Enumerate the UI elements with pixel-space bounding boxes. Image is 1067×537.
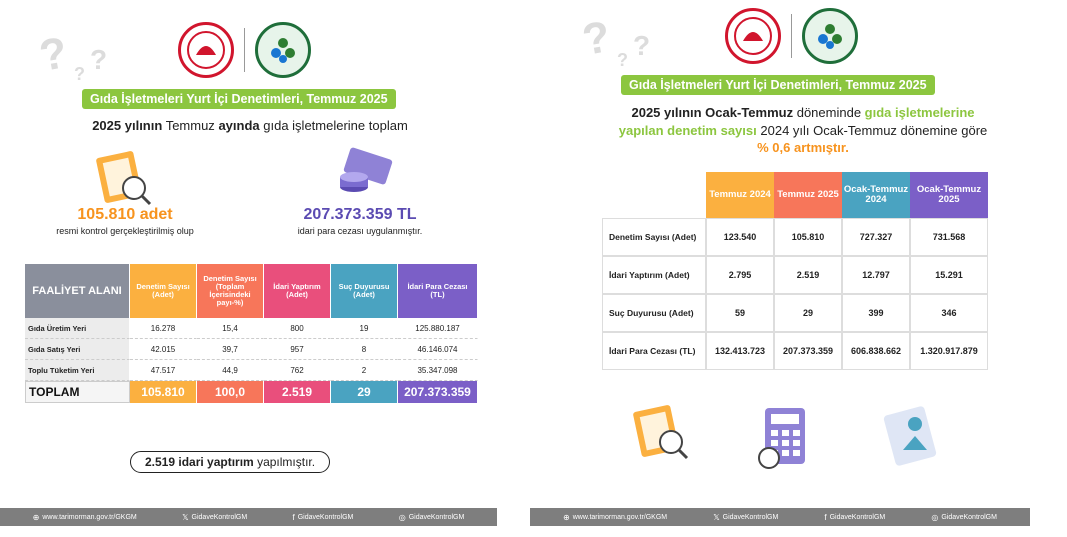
- gkgm-logo: [255, 22, 311, 78]
- cell: 207.373.359: [774, 332, 842, 370]
- question-marks-decoration-tiny: ?: [617, 50, 628, 70]
- document-magnifier-icon: [629, 400, 693, 464]
- ministry-logo: [178, 22, 234, 78]
- header-fines: İdari Para Cezası (TL): [398, 264, 478, 318]
- cell-label: Gıda Üretim Yeri: [25, 318, 130, 339]
- stat-inspections-caption: resmi kontrol gerçekleştirilmiş olup: [56, 226, 194, 236]
- facebook-icon: f: [824, 512, 827, 522]
- logo-separator: [244, 28, 245, 72]
- stat-inspections: [35, 206, 215, 236]
- question-marks-decoration: ?: [35, 28, 71, 81]
- header-jan-jul-2024: Ocak-Temmuz 2024: [842, 172, 910, 218]
- right-headline: 2025 yılının Ocak-Temmuz döneminde gıda işletmelerine yapılan denetim sayısı 2024 yılı Ocak-Temmuz dönemine göre % 0,6 artmıştır.: [618, 105, 988, 156]
- comparison-header-row: [602, 172, 988, 218]
- footer-facebook[interactable]: f GidaveKontrolGM: [292, 512, 354, 522]
- cell: 606.838.662: [842, 332, 910, 370]
- footer-facebook[interactable]: f GidaveKontrolGM: [824, 512, 886, 522]
- row-label: İdari Yaptırım (Adet): [602, 256, 706, 294]
- table-row: [602, 294, 988, 332]
- row-label: Suç Duyurusu (Adet): [602, 294, 706, 332]
- footer-left: [0, 508, 497, 526]
- footer-web[interactable]: ⊕ www.tarimorman.gov.tr/GKGM: [563, 512, 668, 522]
- footer-x[interactable]: 𝕏 GidaveKontrolGM: [182, 512, 248, 522]
- calculator-icon: [751, 404, 815, 468]
- comparison-table: [602, 172, 988, 370]
- banner-title: Gıda İşletmeleri Yurt İçi Denetimleri, Temmuz 2025: [621, 75, 935, 95]
- cell: 800: [264, 318, 331, 339]
- header-blank: [602, 172, 706, 218]
- header-inspections: Denetim Sayısı (Adet): [130, 264, 197, 318]
- activity-table: [25, 264, 478, 403]
- ministry-logo: [725, 8, 781, 64]
- table-row: [602, 256, 988, 294]
- banner-title: Gıda İşletmeleri Yurt İçi Denetimleri, Temmuz 2025: [82, 89, 396, 109]
- table-row: [25, 360, 478, 381]
- left-subtitle: 2025 yılının Temmuz ayında gıda işletmelerine toplam: [92, 118, 408, 133]
- table-row: [602, 218, 988, 256]
- total-complaints: 29: [331, 381, 398, 403]
- footer-x[interactable]: 𝕏 GidaveKontrolGM: [713, 512, 779, 522]
- row-label: İdari Para Cezası (TL): [602, 332, 706, 370]
- cell: 12.797: [842, 256, 910, 294]
- cell: 15,4: [197, 318, 264, 339]
- total-share: 100,0: [197, 381, 264, 403]
- cell: 105.810: [774, 218, 842, 256]
- cell: 35.347.098: [398, 360, 478, 381]
- sanction-summary-pill: 2.519 idari yaptırım yapılmıştır.: [130, 451, 330, 473]
- cell: 39,7: [197, 339, 264, 360]
- table-row: [602, 332, 988, 370]
- header-july-2025: Temmuz 2025: [774, 172, 842, 218]
- cell: 2.795: [706, 256, 774, 294]
- cell: 46.146.074: [398, 339, 478, 360]
- total-label: TOPLAM: [25, 381, 130, 403]
- header-share: Denetim Sayısı (Toplam İçerisindeki payı-%): [197, 264, 264, 318]
- cell: 2: [331, 360, 398, 381]
- total-inspections: 105.810: [130, 381, 197, 403]
- cell: 731.568: [910, 218, 988, 256]
- header-complaints: Suç Duyurusu (Adet): [331, 264, 398, 318]
- cell: 16.278: [130, 318, 197, 339]
- total-sanctions: 2.519: [264, 381, 331, 403]
- cell: 47.517: [130, 360, 197, 381]
- question-marks-decoration: ?: [578, 12, 614, 65]
- cell: 19: [331, 318, 398, 339]
- stat-inspections-value: 105.810 adet: [77, 206, 173, 223]
- question-marks-decoration-small: ?: [633, 30, 651, 61]
- cell: 957: [264, 339, 331, 360]
- logos: [178, 22, 311, 78]
- cell: 59: [706, 294, 774, 332]
- cell: 762: [264, 360, 331, 381]
- table-row: [25, 339, 478, 360]
- instagram-icon: ◎: [931, 512, 939, 522]
- cell: 346: [910, 294, 988, 332]
- table-total-row: [25, 381, 478, 403]
- stat-fines-caption: idari para cezası uygulanmıştır.: [297, 226, 423, 236]
- footer-right: [530, 508, 1030, 526]
- cell: 15.291: [910, 256, 988, 294]
- table-row: [25, 318, 478, 339]
- left-panel: [0, 0, 500, 537]
- cell: 727.327: [842, 218, 910, 256]
- logos: [725, 8, 858, 64]
- facebook-icon: f: [292, 512, 295, 522]
- question-marks-decoration-tiny: ?: [74, 64, 85, 84]
- table-header-row: [25, 264, 478, 318]
- instagram-icon: ◎: [398, 512, 406, 522]
- cell: 44,9: [197, 360, 264, 381]
- row-label: Denetim Sayısı (Adet): [602, 218, 706, 256]
- certificate-icon: [879, 402, 943, 466]
- stat-fines: [270, 206, 450, 236]
- cell: 125.880.187: [398, 318, 478, 339]
- logo-separator: [791, 14, 792, 58]
- cell: 399: [842, 294, 910, 332]
- cell: 42.015: [130, 339, 197, 360]
- cell: 8: [331, 339, 398, 360]
- header-jan-jul-2025: Ocak-Temmuz 2025: [910, 172, 988, 218]
- cell: 29: [774, 294, 842, 332]
- header-sanctions: İdari Yaptırım (Adet): [264, 264, 331, 318]
- footer-instagram[interactable]: ◎ GidaveKontrolGM: [931, 512, 997, 522]
- globe-icon: ⊕: [563, 512, 570, 522]
- cell: 1.320.917.879: [910, 332, 988, 370]
- footer-instagram[interactable]: ◎ GidaveKontrolGM: [398, 512, 465, 522]
- cell: 2.519: [774, 256, 842, 294]
- total-fines: 207.373.359: [398, 381, 478, 403]
- gkgm-logo: [802, 8, 858, 64]
- question-marks-decoration-small: ?: [90, 44, 108, 75]
- header-july-2024: Temmuz 2024: [706, 172, 774, 218]
- cell-label: Toplu Tüketim Yeri: [25, 360, 130, 381]
- cell-label: Gıda Satış Yeri: [25, 339, 130, 360]
- cell: 132.413.723: [706, 332, 774, 370]
- cell: 123.540: [706, 218, 774, 256]
- document-magnifier-icon: [92, 150, 156, 214]
- globe-icon: ⊕: [32, 512, 40, 522]
- x-icon: 𝕏: [182, 512, 189, 522]
- money-stack-icon: [330, 147, 394, 211]
- x-icon: 𝕏: [713, 512, 720, 522]
- stat-fines-value: 207.373.359 TL: [303, 206, 417, 223]
- header-activity: FAALİYET ALANI: [25, 264, 130, 318]
- footer-web[interactable]: ⊕ www.tarimorman.gov.tr/GKGM: [32, 512, 137, 522]
